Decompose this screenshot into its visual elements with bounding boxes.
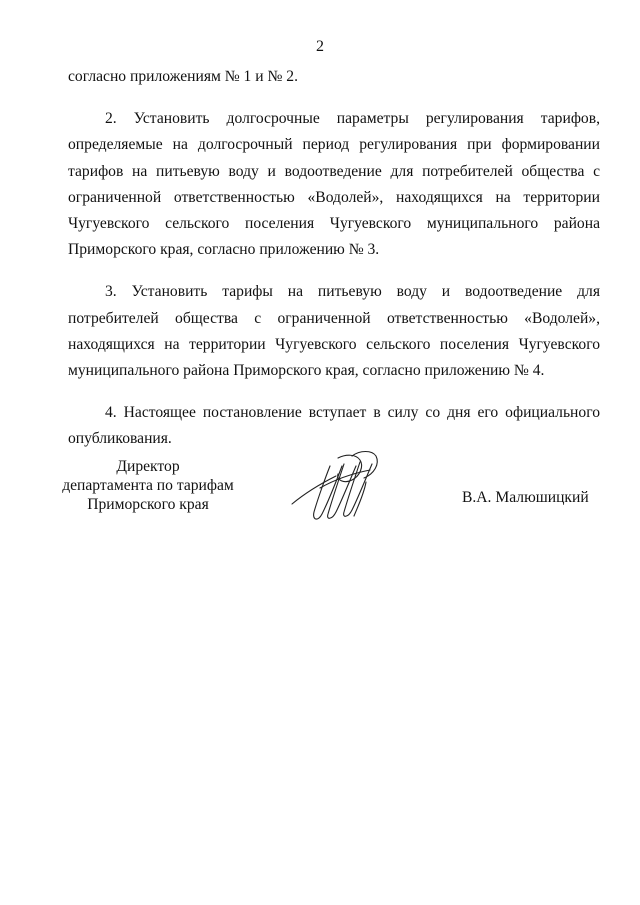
paragraph-item-4: 4. Настоящее постановление вступает в силу со дня его официального опубликования.	[68, 404, 600, 448]
paragraph-item-2: 2. Установить долгосрочные параметры регулирования тарифов, определяемые на долгосрочный период регулирования при формировании тарифов на питьевую воду и водоотведение для потребителей общества с ограниченной ответственностью «Водолей», находящихся на территории Чугуевского сельского поселения Чугуевского муниципального района Приморского края, согласно приложению № 3.	[68, 110, 600, 259]
page-number: 2	[316, 38, 324, 55]
signer-position-line: Директор	[116, 458, 180, 475]
paragraph-continuation: согласно приложениям № 1 и № 2.	[68, 68, 298, 85]
signer-position	[50, 457, 246, 514]
signer-position-line: Приморского края	[87, 496, 209, 513]
handwritten-signature-icon	[286, 442, 390, 546]
signer-name: В.А. Малюшицкий	[462, 489, 589, 506]
signer-position-line: департамента по тарифам	[62, 477, 234, 494]
document-body	[68, 64, 600, 453]
paragraph-item-3: 3. Установить тарифы на питьевую воду и водоотведение для потребителей общества с ограниченной ответственностью «Водолей», находящихся на территории Чугуевского сельского поселения Чугуевского муниципального района Приморского края, согласно приложению № 4.	[68, 283, 600, 380]
